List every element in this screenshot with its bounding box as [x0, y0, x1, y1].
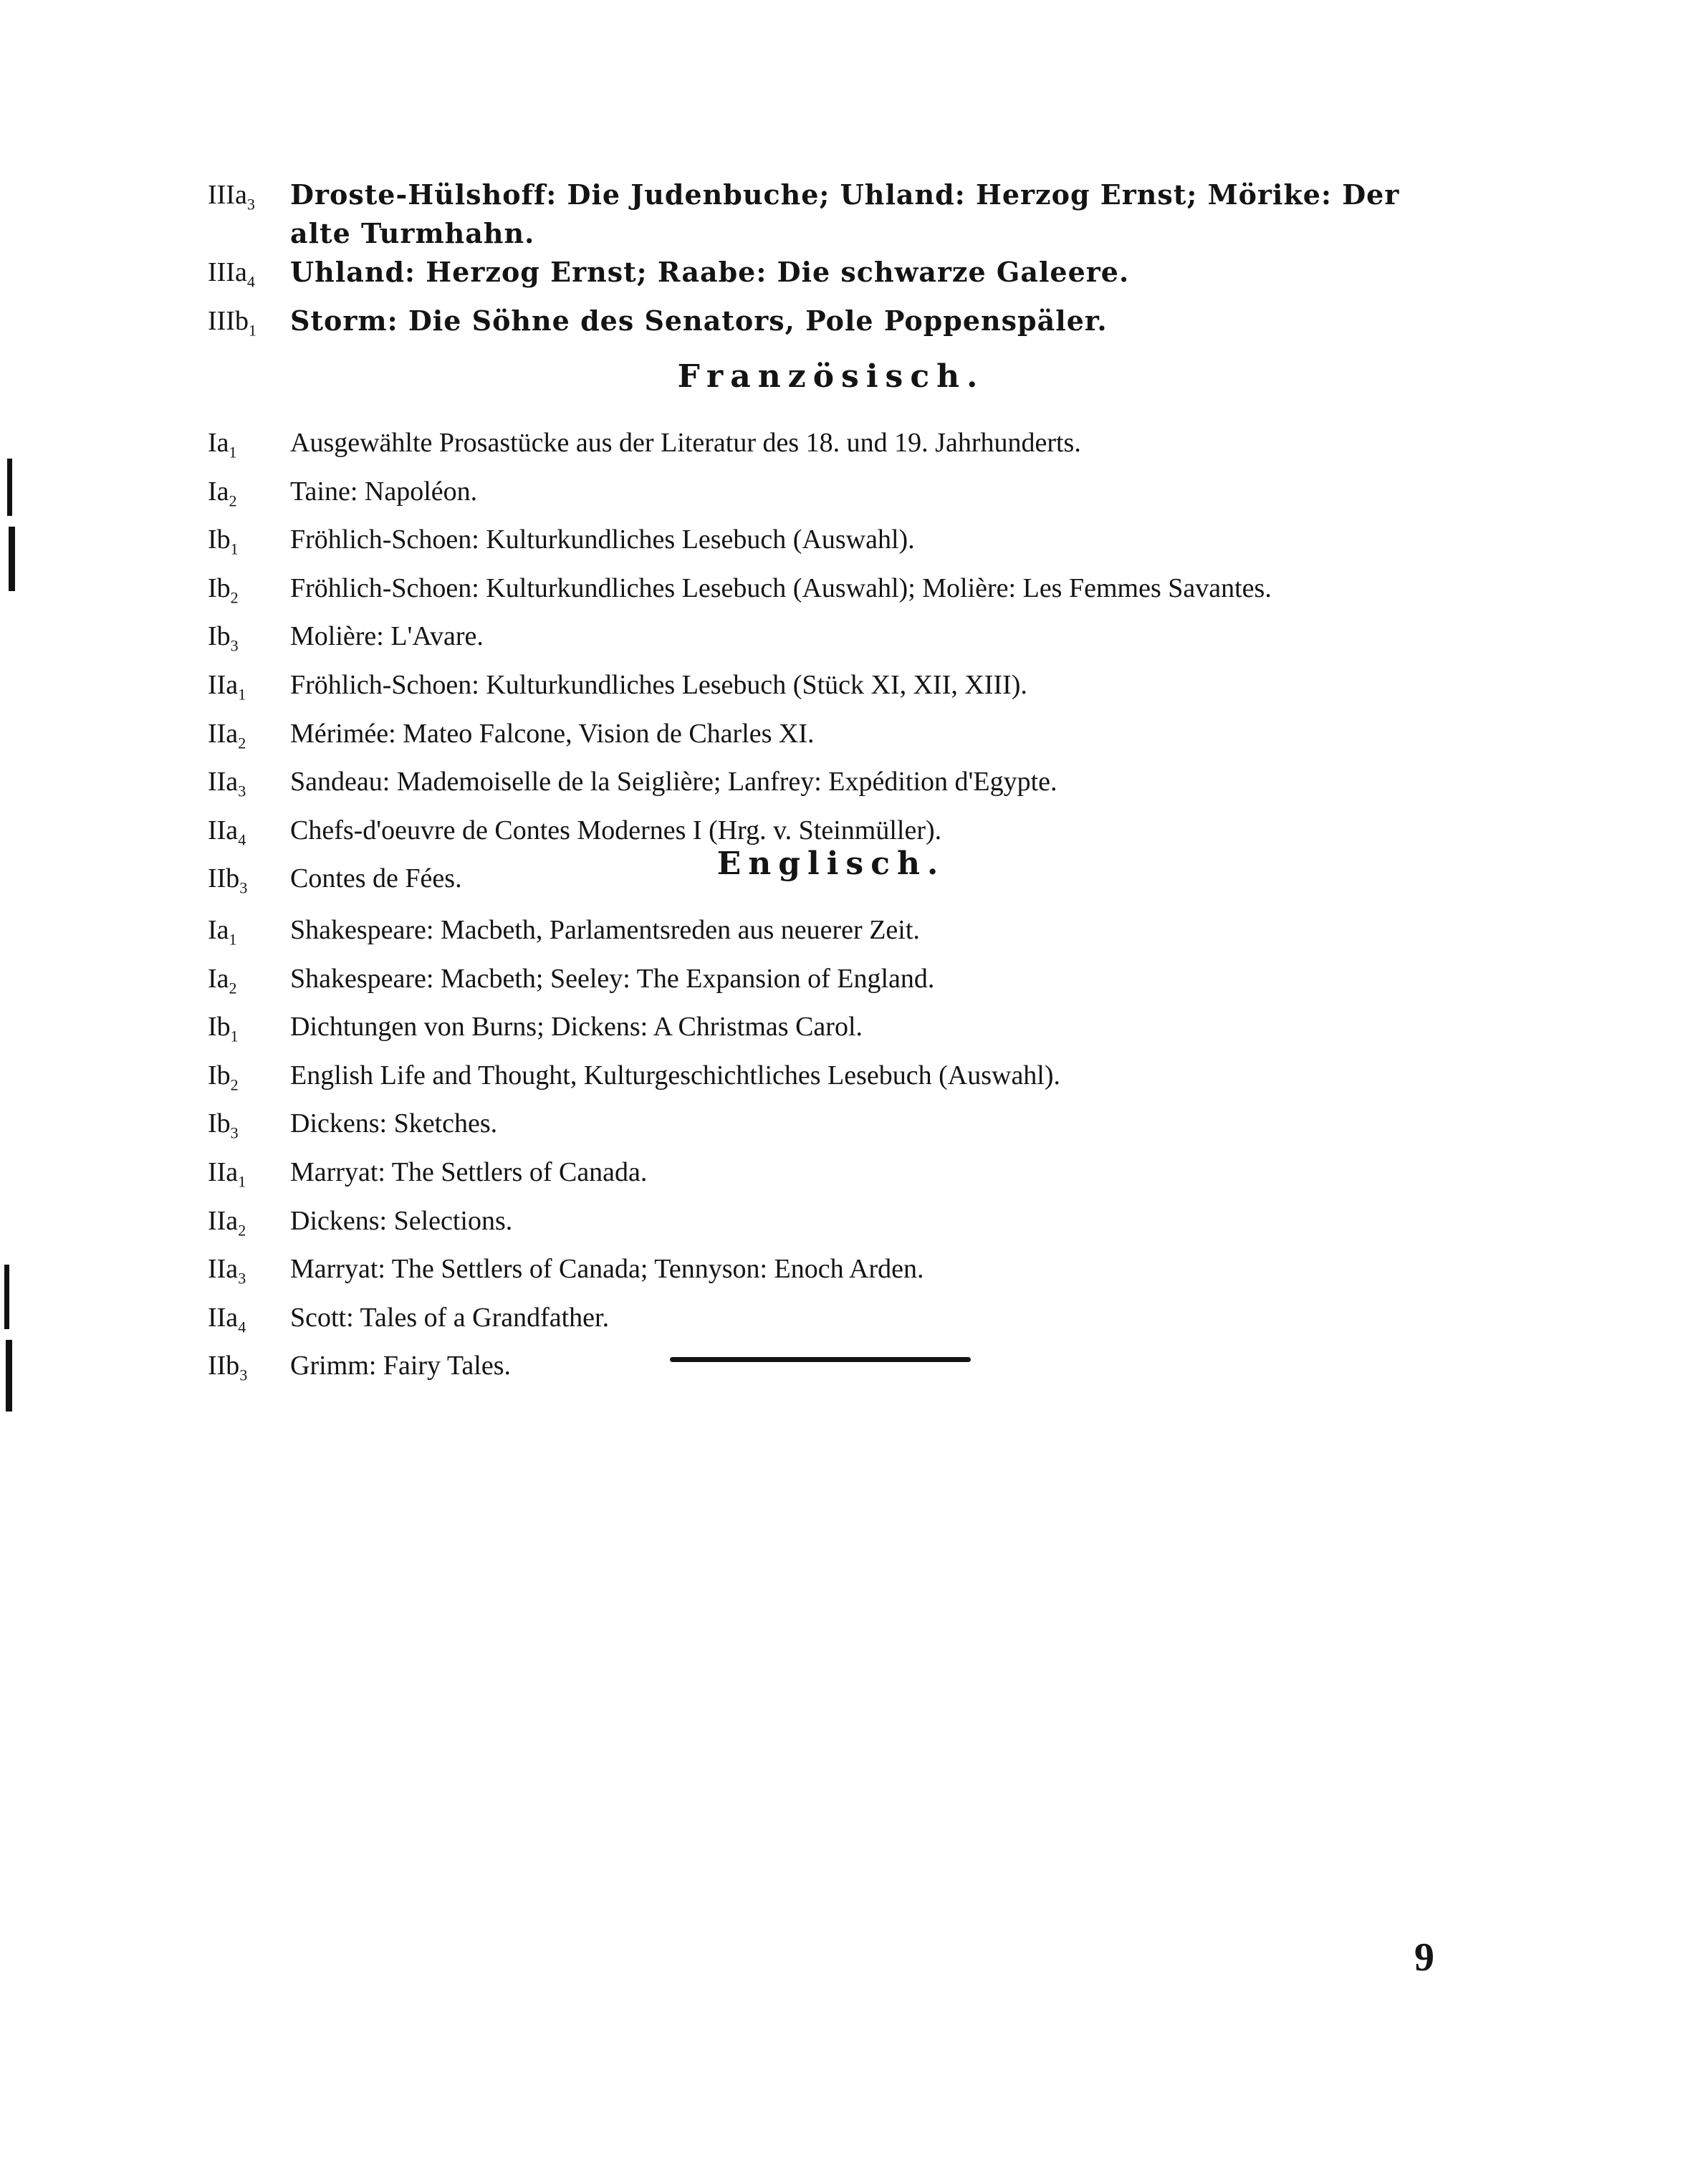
list-item: IIIb$_1$ Storm: Die Söhne des Senators, Pole Poppenspäler. [208, 304, 1108, 340]
list-item: $Ia_1$ Ausgewählte Prosastücke aus der Literatur des 18. und 19. Jahrhunderts. [208, 428, 1081, 461]
list-item: $Ia_2$ Taine: Napoléon. [208, 476, 478, 510]
list-item: IIa$_1$ Marryat: The Settlers of Canada. [208, 1156, 648, 1191]
list-item: IIa$_4$ Chefs-d'oeuvre de Contes Modernes I (Hrg. v. Steinmüller). [208, 815, 942, 849]
list-item: IIa$_1$ Fröhlich-Schoen: Kulturkundliches Lesebuch (Stück XI, XII, XIII). [208, 669, 1027, 704]
english-section [208, 824, 1454, 1395]
list-item: IIb$_3$ Grimm: Fairy Tales. [208, 1351, 511, 1384]
scan-edge-mark [6, 1340, 12, 1412]
divider-rule [670, 1357, 971, 1362]
list-item: $Ib_1$ Dichtungen von Burns; Dickens: A Christmas Carol. [208, 1012, 863, 1045]
scan-edge-mark [4, 1265, 9, 1329]
english-list [208, 911, 1454, 1395]
list-item: IIa$_3$ Marryat: The Settlers of Canada; Tennyson: Enoch Arden. [208, 1254, 924, 1288]
page-number: 9 [1414, 1935, 1434, 1980]
list-item: IIa$_3$ Sandeau: Mademoiselle de la Seiglière; Lanfrey: Expédition d'Egypte. [208, 767, 1057, 800]
list-item: $Ib_3$ Molière: L'Avare. [208, 621, 484, 655]
scan-edge-mark [7, 459, 12, 516]
list-item: IIIa$_3$ Droste-Hülshoff: Die Judenbuche; Uhland: Herzog Ernst; Mörike: Der alte Turmhahn. [208, 178, 1400, 249]
section-heading: Englisch. [716, 845, 946, 882]
list-item: $Ib_3$ Dickens: Sketches. [208, 1108, 498, 1142]
scan-edge-mark [9, 527, 15, 591]
french-section [208, 337, 1454, 908]
list-item: IIa$_4$ Scott: Tales of a Grandfather. [208, 1302, 610, 1336]
german-section [208, 176, 1454, 350]
list-item: $Ib_2$ Fröhlich-Schoen: Kulturkundliches Lesebuch (Auswahl); Molière: Les Femmes Savantes. [208, 572, 1272, 607]
list-item: $Ib_1$ Fröhlich-Schoen: Kulturkundliches Lesebuch (Auswahl). [208, 524, 915, 558]
list-item: IIb$_3$ Contes de Fées. [208, 863, 462, 897]
list-item: IIa$_2$ Dickens: Selections. [208, 1205, 513, 1240]
section-heading: Französisch. [677, 358, 985, 395]
list-item: $Ia_2$ Shakespeare: Macbeth; Seeley: The Expansion of England. [208, 963, 935, 997]
list-item: $Ib_2$ English Life and Thought, Kulturgeschichtliches Lesebuch (Auswahl). [208, 1060, 1061, 1094]
list-item: IIa$_2$ Mérimée: Mateo Falcone, Vision de Charles XI. [208, 718, 815, 752]
list-item: $Ia_1$ Shakespeare: Macbeth, Parlamentsreden aus neuerer Zeit. [208, 915, 920, 949]
list-item: IIIa$_4$ Uhland: Herzog Ernst; Raabe: Die schwarze Galeere. [208, 256, 1130, 291]
